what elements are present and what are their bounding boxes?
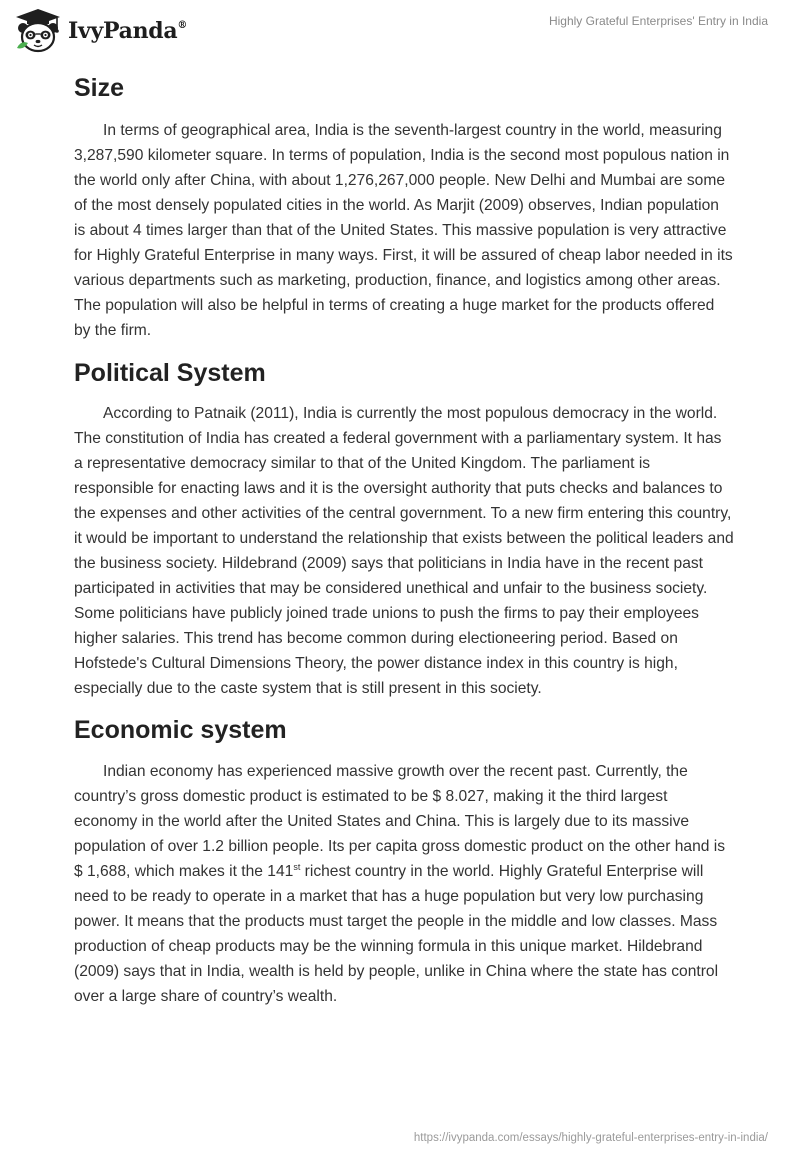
essay-body [74, 70, 734, 1009]
section-paragraph: In terms of geographical area, India is the seventh-largest country in the world, measuring 3,287,590 kilometer square. In terms of population, India is the second most populous nation in the world only after China, with about 1,276,267,000 people. New Delhi and Mumbai are some of the most densely populated cities in the world. As Marjit (2009) observes, Indian population is about 4 times larger than that of the United States. This massive population is very attractive for Highly Grateful Enterprise in many ways. First, it will be assured of cheap labor needed in its various departments such as marketing, production, finance, and logistics among other areas. The population will also be helpful in terms of creating a huge market for the products offered by the firm. [74, 122, 733, 339]
page-header [0, 0, 800, 64]
section-economic-system [74, 712, 734, 1009]
ordinal-suffix: st [293, 861, 301, 872]
section-political-system [74, 355, 734, 701]
section-paragraph [74, 759, 734, 1009]
source-url[interactable]: https://ivypanda.com/essays/highly-grateful-enterprises-entry-in-india/ [413, 1132, 768, 1144]
section-heading: Economic system [74, 716, 287, 744]
section-size [74, 70, 734, 343]
logo-wordmark: IvyPanda® [68, 18, 188, 44]
section-heading: Political System [74, 359, 266, 387]
paragraph-text-part2: richest country in the world. Highly Grateful Enterprise will need to be ready to operate in a market that has a huge population but very low purchasing power. It means that the products must target the people in the middle and low classes. Mass production of cheap products may be the winning formula in this unique market. Hildebrand (2009) says that in India, wealth is held by people, unlike in China where the state has control over a large share of country’s wealth. [74, 863, 719, 1005]
paragraph-text-part1: Indian economy has experienced massive growth over the recent past. Currently, the country’s gross domestic product is estimated to be $ 8.027, making it the third largest economy in the world after the United States and China. This is largely due to its massive population of over 1.2 billion people. Its per capita gross domestic product on the other hand is $ 1,688, which makes it the 141 [74, 763, 726, 880]
panda-graduate-icon [14, 8, 62, 54]
ivypanda-logo[interactable] [14, 8, 187, 54]
section-paragraph: According to Patnaik (2011), India is currently the most populous democracy in the world. The constitution of India has created a federal government with a parliamentary system. It has a representative democracy similar to that of the United Kingdom. The parliament is responsible for enacting laws and it is the oversight authority that puts checks and balances to the expenses and other activities of the central government. To a new firm entering this country, it would be important to understand the relationship that exists between the political leaders and the business society. Hildebrand (2009) says that politicians in India have in the recent past participated in activities that may be considered unethical and unfair to the business society. Some politicians have publicly joined trade unions to push the firms to pay their employees higher salaries. This trend has become common during electioneering period. Based on Hofstede's Cultural Dimensions Theory, the power distance index in this country is high, especially due to the caste system that is still present in this society. [74, 405, 734, 697]
section-heading: Size [74, 74, 125, 102]
document-title: Highly Grateful Enterprises' Entry in India [548, 14, 768, 28]
